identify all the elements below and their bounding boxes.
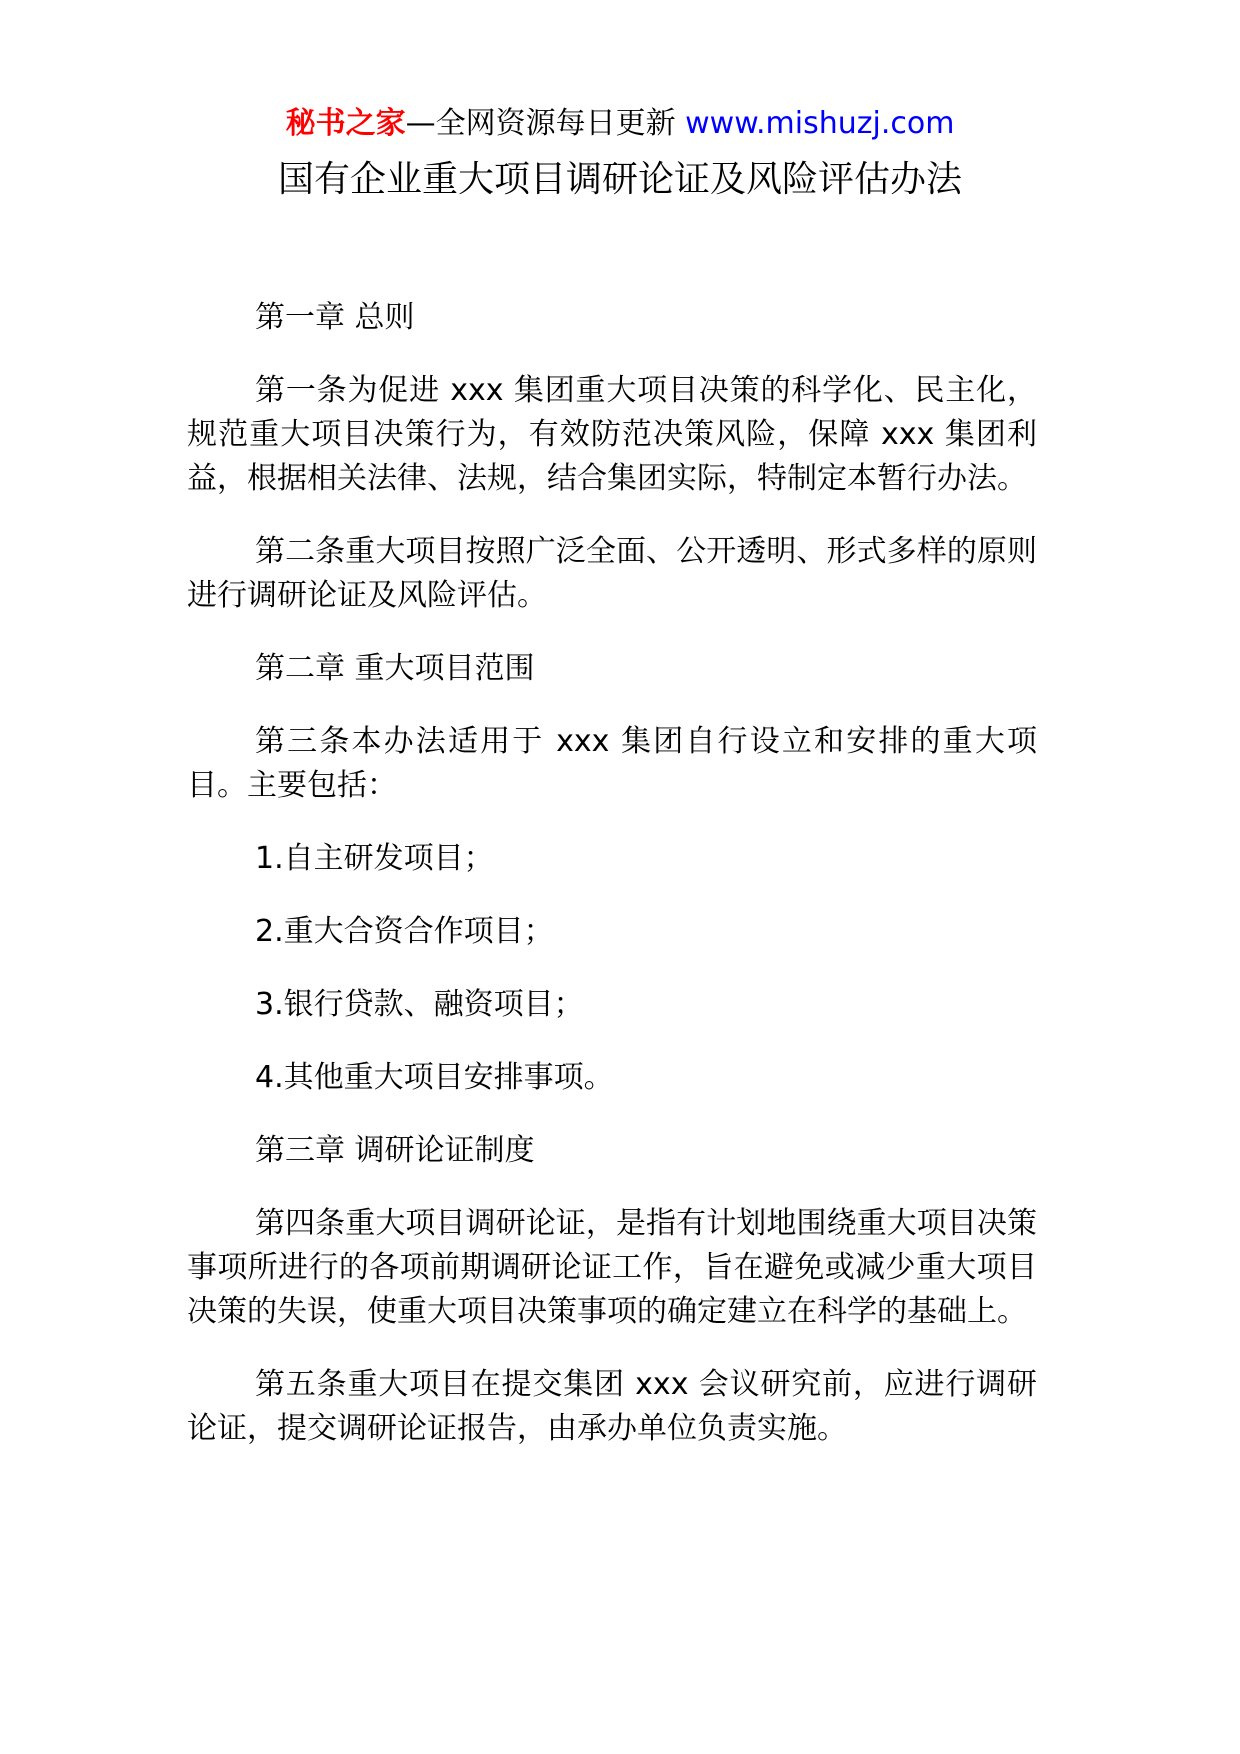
article-paragraph: 第一条为促进 xxx 集团重大项目决策的科学化、民主化，规范重大项目决策行为，有效防范决策风险，保障 xxx 集团利益，根据相关法律、法规，结合集团实际，特制定本暂行办法。: [187, 373, 1037, 496]
chapter-heading: 第三章 调研论证制度: [255, 1133, 535, 1168]
document-title: 国有企业重大项目调研论证及风险评估办法: [277, 159, 962, 200]
document-body: [187, 296, 1037, 1480]
article-paragraph: 第三条本办法适用于 xxx 集团自行设立和安排的重大项目。主要包括：: [187, 724, 1037, 803]
chapter-heading: 第一章 总则: [255, 300, 415, 335]
chapter-heading: 第二章 重大项目范围: [255, 651, 535, 686]
list-item: 1.自主研发项目；: [255, 841, 494, 876]
article-paragraph: 第四条重大项目调研论证，是指有计划地围绕重大项目决策事项所进行的各项前期调研论证工作，旨在避免或减少重大项目决策的失误，使重大项目决策事项的确定建立在科学的基础上。: [187, 1206, 1037, 1329]
site-url[interactable]: www.mishuzj.com: [685, 106, 955, 141]
site-header: [0, 103, 1240, 145]
brand-name: 秘书之家: [285, 106, 406, 141]
list-item: 3.银行贷款、融资项目；: [255, 987, 584, 1022]
article-paragraph: 第二条重大项目按照广泛全面、公开透明、形式多样的原则进行调研论证及风险评估。: [187, 534, 1037, 613]
list-item: 4.其他重大项目安排事项。: [255, 1060, 614, 1095]
list-item: 2.重大合资合作项目；: [255, 914, 554, 949]
header-tagline: —全网资源每日更新: [405, 106, 676, 141]
article-paragraph: 第五条重大项目在提交集团 xxx 会议研究前，应进行调研论证，提交调研论证报告，由承办单位负责实施。: [187, 1367, 1037, 1446]
